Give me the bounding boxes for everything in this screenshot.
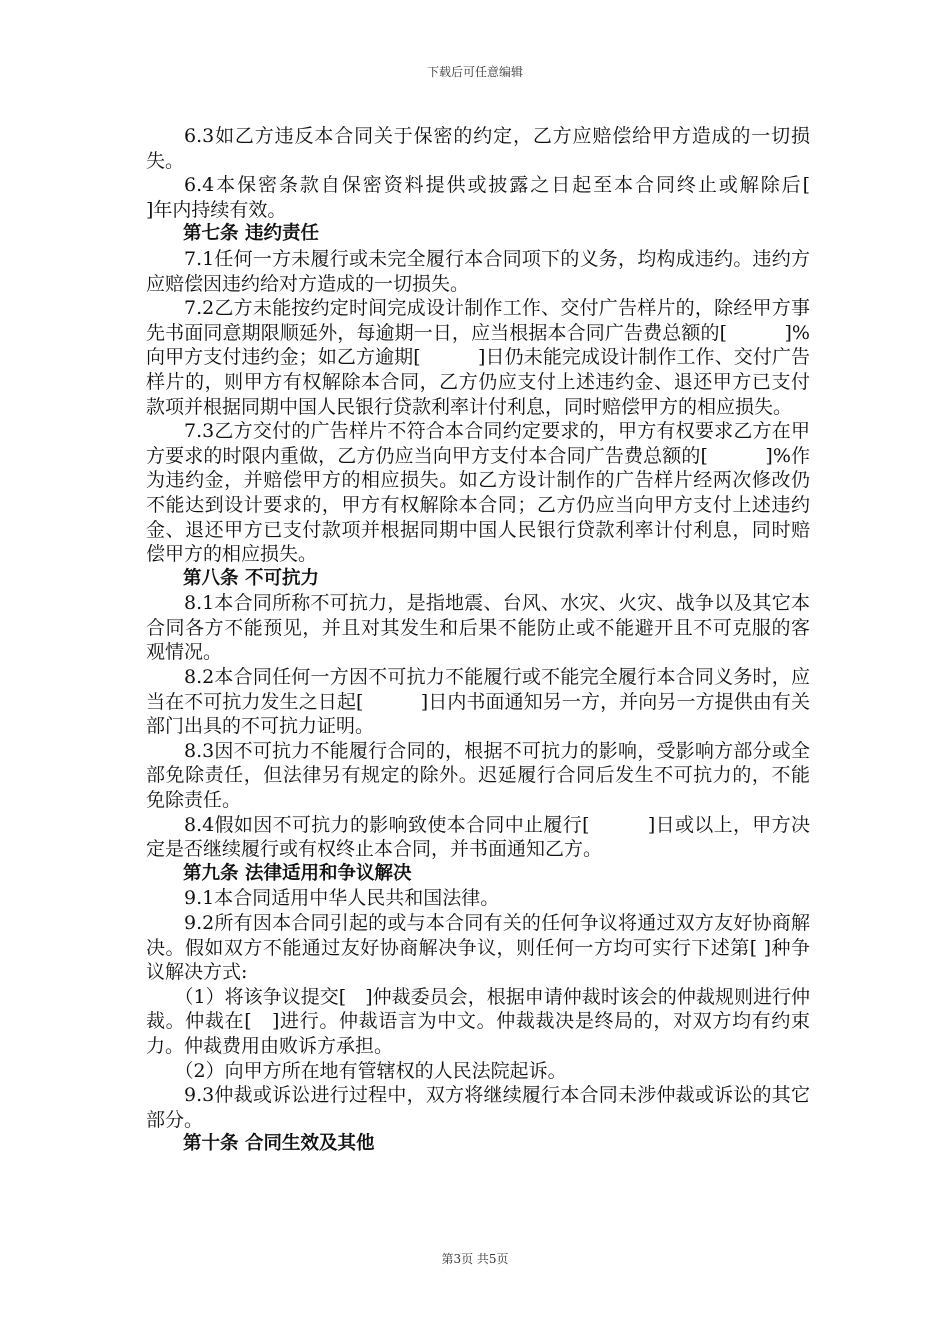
clause-9-2-option-2: （2）向甲方所在地有管辖权的人民法院起诉。 bbox=[174, 1059, 567, 1082]
clause-7-1: 7.1任何一方未履行或未完全履行本合同项下的义务，均构成违约。违约方应赔偿因违约给对方造成的一切损失。 bbox=[146, 247, 810, 295]
clause-9-2-option-1: （1）将该争议提交[ ]仲裁委员会，根据申请仲裁时该会的仲裁规则进行仲裁。仲裁在[ ]进行。仲裁语言为中文。仲裁裁决是终局的，对双方均有约束力。仲裁费用由败诉方承担。 bbox=[146, 985, 810, 1057]
document-body bbox=[146, 124, 868, 1157]
page-header: 下载后可任意编辑 bbox=[426, 65, 523, 79]
clause-8-3: 8.3因不可抗力不能履行合同的，根据不可抗力的影响，受影响方部分或全部免除责任，但法律另有规定的除外。迟延履行合同后发生不可抗力的，不能免除责任。 bbox=[146, 739, 810, 812]
article-9-heading: 第九条 法律适用和争议解决 bbox=[183, 862, 412, 884]
clause-6-4: 6.4本保密条款自保密资料提供或披露之日起至本合同终止或解除后[ ]年内持续有效。 bbox=[146, 174, 868, 221]
clause-9-1: 9.1本合同适用中华人民共和国法律。 bbox=[184, 887, 500, 910]
article-8-heading: 第八条 不可抗力 bbox=[183, 567, 319, 589]
clause-6-3: 6.3如乙方违反本合同关于保密的约定，乙方应赔偿给甲方造成的一切损失。 bbox=[146, 125, 810, 172]
clause-9-2: 9.2所有因本合同引起的或与本合同有关的任何争议将通过双方友好协商解决。假如双方不能通过友好协商解决争议，则任何一方均可实行下述第[ ]种争议解决方式: bbox=[146, 912, 810, 984]
clause-8-2: 8.2本合同任何一方因不可抗力不能履行或不能完全履行本合同义务时，应当在不可抗力发生之日起[ ]日内书面通知另一方，并向另一方提供由有关部门出具的不可抗力证明。 bbox=[146, 666, 810, 738]
article-10-heading: 第十条 合同生效及其他 bbox=[183, 1133, 375, 1155]
clause-7-3: 7.3乙方交付的广告样片不符合本合同约定要求的，甲方有权要求乙方在甲方要求的时限内重做，乙方仍应当向甲方支付本合同广告费总额的[ ]%作为违约金，并赔偿甲方的相应损失。如乙方设计制作的广告样片经两次修改仍不能达到设计要求的，甲方有权解除本合同；乙方仍应当向甲方支付上述违约金、退还甲方已支付款项并根据同期中国人民银行贷款利率计付利息，同时赔偿甲方的相应损失。 bbox=[146, 420, 810, 566]
clause-8-4: 8.4假如因不可抗力的影响致使本合同中止履行[ ]日或以上，甲方决定是否继续履行或有权终止本合同，并书面通知乙方。 bbox=[146, 813, 810, 861]
clause-9-3: 9.3仲裁或诉讼进行过程中，双方将继续履行本合同未涉仲裁或诉讼的其它部分。 bbox=[146, 1084, 810, 1131]
clause-8-1: 8.1本合同所称不可抗力，是指地震、台风、水灾、火灾、战争以及其它本合同各方不能预见，并且对其发生和后果不能防止或不能避开且不可克服的客观情况。 bbox=[146, 592, 810, 664]
clause-7-2: 7.2乙方未能按约定时间完成设计制作工作、交付广告样片的，除经甲方事先书面同意期限顺延外，每逾期一日，应当根据本合同广告费总额的[ ]%向甲方支付违约金；如乙方逾期[ ]日仍未能完成设计制作工作、交付广告样片的，则甲方有权解除本合同，乙方仍应支付上述违约金、退还甲方已支付款项并根据同期中国人民银行贷款利率计付利息，同时赔偿甲方的相应损失。 bbox=[146, 297, 810, 418]
article-7-heading: 第七条 违约责任 bbox=[183, 223, 319, 245]
page-footer: 第3页 共5页 bbox=[441, 1252, 509, 1266]
